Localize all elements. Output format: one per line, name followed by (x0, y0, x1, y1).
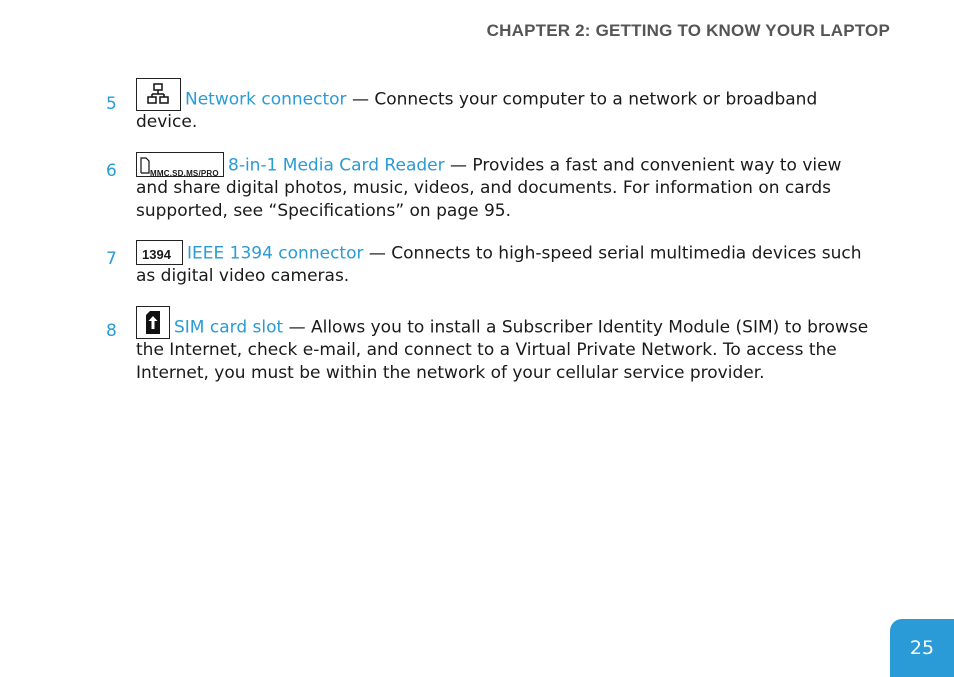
item-term: SIM card slot (174, 317, 284, 338)
item-number: 8 (106, 321, 117, 341)
item-description: — Connects to high-speed serial multimedia devices such as digital video cameras. (136, 243, 862, 286)
item-term: Network connector (185, 89, 347, 110)
network-connector-icon (136, 78, 181, 111)
list-item-media-card-reader (106, 152, 876, 222)
item-description: — Provides a fast and convenient way to view and share digital photos, music, videos, and documents. For information on cards supported, see “Specifications” on page 95. (136, 155, 842, 221)
list-item-network-connector (106, 78, 876, 134)
card-reader-label: MMC.SD.MS/PRO (150, 169, 219, 178)
item-description: — Allows you to install a Subscriber Identity Module (SIM) to browse the Internet, check e-mail, and connect to a Virtual Private Network. To access the Internet, you must be within the network of your cellular service provider. (136, 317, 869, 383)
item-number: 6 (106, 161, 117, 181)
item-number: 5 (106, 94, 117, 114)
ieee-1394-icon (136, 240, 183, 265)
list-item-ieee-1394 (106, 240, 876, 288)
list-item-sim-card-slot (106, 306, 876, 384)
sim-card-slot-icon (136, 306, 170, 339)
item-term: 8-in-1 Media Card Reader (228, 155, 445, 176)
item-term: IEEE 1394 connector (187, 243, 364, 264)
ieee-1394-label: 1394 (142, 247, 171, 262)
page-number-tab (890, 619, 954, 677)
item-description: — Connects your computer to a network or broadband device. (136, 89, 818, 132)
item-number: 7 (106, 249, 117, 269)
page-number: 25 (909, 637, 935, 659)
chapter-header: CHAPTER 2: GETTING TO KNOW YOUR LAPTOP (486, 21, 890, 40)
media-card-reader-icon (136, 152, 224, 177)
